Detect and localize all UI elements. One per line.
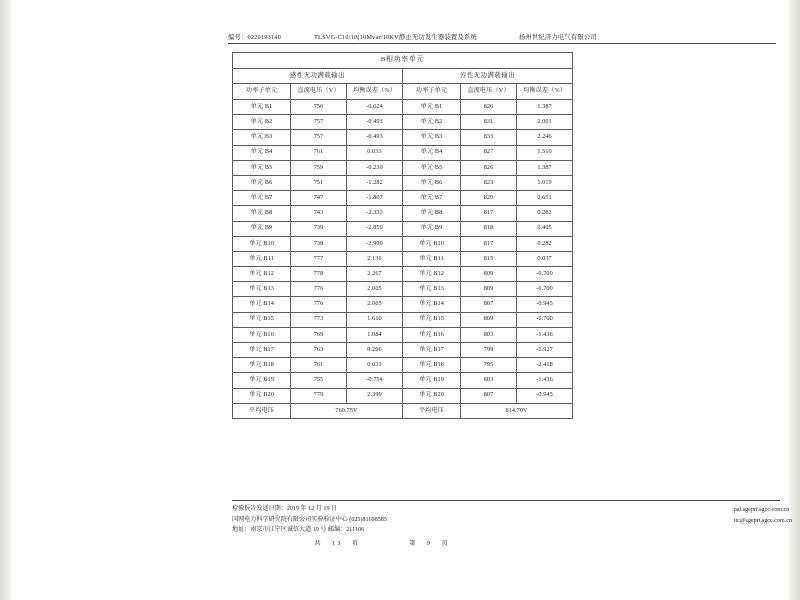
cell-voltage-left: 779 [291,388,347,403]
scan-edge-left [0,0,14,600]
column-header: 功率子单元 [233,84,291,100]
cell-unit-left: 单元 B11 [233,251,291,266]
footer-institute: 国网电力科学研究院有限公司实验验证中心 (025)81698585 [232,516,387,523]
table-title: B相功率单元 [233,53,573,69]
cell-error-left: -0.230 [347,160,403,175]
cell-unit-right: 单元 B1 [403,100,461,115]
footer-left-block [232,504,387,536]
table-row [233,145,573,160]
footer-website[interactable]: pal.sgepri.sgcc.com.cn [733,507,790,513]
cell-unit-right: 单元 B17 [403,343,461,358]
cell-unit-left: 单元 B4 [233,145,291,160]
average-value-left: 760.75V [291,403,403,418]
cell-error-left: 1.084 [347,327,403,342]
cell-error-left: -2.990 [347,236,403,251]
cell-voltage-right: 809 [461,282,517,297]
cell-error-right: -0.700 [517,282,573,297]
cell-error-left: -0.493 [347,115,403,130]
cell-unit-right: 单元 B15 [403,312,461,327]
cell-voltage-right: 826 [461,100,517,115]
cell-voltage-right: 809 [461,312,517,327]
table-row [233,267,573,282]
cell-error-right: -1.927 [517,343,573,358]
page-current-prefix: 第 [409,539,418,547]
cell-error-right: -1.436 [517,373,573,388]
group-header-capacitive: 容性无功满载输出 [403,69,573,84]
cell-unit-left: 单元 B5 [233,160,291,175]
cell-voltage-right: 803 [461,373,517,388]
cell-error-right: 1.387 [517,160,573,175]
cell-error-right: -0.945 [517,297,573,312]
average-value-right: 814.70V [461,403,573,418]
table-row [233,100,573,115]
cell-unit-left: 单元 B10 [233,236,291,251]
cell-unit-left: 单元 B3 [233,130,291,145]
cell-voltage-left: 773 [291,312,347,327]
cell-error-right: 1.510 [517,145,573,160]
cell-error-right: -0.700 [517,267,573,282]
cell-voltage-left: 759 [291,160,347,175]
column-header: 直流电压（V） [291,84,347,100]
cell-unit-right: 单元 B10 [403,236,461,251]
cell-error-right: 0.405 [517,221,573,236]
cell-unit-right: 单元 B4 [403,145,461,160]
cell-error-left: -0.493 [347,130,403,145]
cell-unit-left: 单元 B20 [233,388,291,403]
cell-voltage-left: 777 [291,251,347,266]
table-row [233,388,573,403]
report-table-wrap [232,52,572,419]
group-header-inductive: 感性无功满载输出 [233,69,403,84]
column-header: 直流电压（V） [461,84,517,100]
cell-error-right: 1.387 [517,100,573,115]
cell-voltage-right: 823 [461,175,517,190]
table-row [233,358,573,373]
cell-voltage-right: 809 [461,267,517,282]
cell-voltage-right: 803 [461,327,517,342]
cell-unit-right: 单元 B6 [403,175,461,190]
cell-error-right: 0.282 [517,236,573,251]
cell-voltage-left: 756 [291,100,347,115]
table-row [233,115,573,130]
page-total-suffix: 页 [351,539,360,547]
cell-voltage-right: 807 [461,388,517,403]
table-row [233,175,573,190]
cell-error-right: -1.436 [517,327,573,342]
page-current: 9 [426,539,432,547]
cell-error-right: -2.418 [517,358,573,373]
cell-unit-left: 单元 B15 [233,312,291,327]
table-row [233,236,573,251]
column-header: 均衡误差（%） [347,84,403,100]
cell-unit-right: 单元 B9 [403,221,461,236]
cell-voltage-left: 757 [291,130,347,145]
cell-unit-right: 单元 B7 [403,191,461,206]
footer-send-date: 检验报告发送日期：2019 年 12 月 19 日 [232,506,338,512]
table-row [233,251,573,266]
cell-error-left: -2.333 [347,206,403,221]
cell-error-left: 2.399 [347,388,403,403]
cell-voltage-left: 776 [291,297,347,312]
column-header: 均衡误差（%） [517,84,573,100]
cell-error-right: 0.282 [517,206,573,221]
cell-voltage-left: 738 [291,236,347,251]
cell-error-left: -2.859 [347,221,403,236]
cell-voltage-right: 818 [461,221,517,236]
table-row [233,373,573,388]
cell-error-left: 2.267 [347,267,403,282]
page-number-line [232,539,532,550]
table-row [233,206,573,221]
cell-unit-right: 单元 B14 [403,297,461,312]
document-header [228,32,800,44]
cell-unit-left: 单元 B9 [233,221,291,236]
cell-voltage-left: 776 [291,282,347,297]
cell-voltage-right: 831 [461,115,517,130]
cell-unit-left: 单元 B14 [233,297,291,312]
cell-voltage-right: 820 [461,191,517,206]
table-row [233,221,573,236]
cell-unit-right: 单元 B13 [403,282,461,297]
cell-unit-right: 单元 B11 [403,251,461,266]
average-label-left: 平均电压 [233,403,291,418]
cell-error-right: 2.246 [517,130,573,145]
cell-unit-right: 单元 B20 [403,388,461,403]
cell-unit-left: 单元 B18 [233,358,291,373]
table-row [233,282,573,297]
cell-voltage-right: 817 [461,206,517,221]
cell-voltage-right: 827 [461,145,517,160]
cell-unit-left: 单元 B16 [233,327,291,342]
cell-unit-right: 单元 B18 [403,358,461,373]
cell-error-left: 0.296 [347,343,403,358]
report-id: 编号：0220193140 [228,34,281,41]
cell-unit-right: 单元 B5 [403,160,461,175]
cell-voltage-right: 815 [461,251,517,266]
cell-voltage-right: 826 [461,160,517,175]
cell-voltage-left: 769 [291,327,347,342]
cell-unit-left: 单元 B13 [233,282,291,297]
cell-error-right: 0.651 [517,191,573,206]
cell-error-right: 2.001 [517,115,573,130]
cell-unit-right: 单元 B12 [403,267,461,282]
cell-error-right: 1.019 [517,175,573,190]
cell-error-left: -0.624 [347,100,403,115]
average-row [233,403,573,418]
cell-error-right: 0.037 [517,251,573,266]
cell-error-left: -0.754 [347,373,403,388]
cell-error-left: 2.005 [347,297,403,312]
cell-voltage-left: 751 [291,175,347,190]
cell-unit-left: 单元 B17 [233,343,291,358]
cell-error-right: -0.700 [517,312,573,327]
cell-voltage-right: 795 [461,358,517,373]
cell-voltage-left: 761 [291,145,347,160]
cell-voltage-left: 757 [291,115,347,130]
cell-unit-left: 单元 B12 [233,267,291,282]
cell-unit-right: 单元 B8 [403,206,461,221]
cell-unit-left: 单元 B6 [233,175,291,190]
report-company: 扬州世纪济力电气有限公司 [518,34,597,41]
average-label-right: 平均电压 [403,403,461,418]
footer-right-block [734,504,792,536]
cell-unit-right: 单元 B3 [403,130,461,145]
footer-address: 地址：南京市江宁区诚信大道 19 号 邮编：211106 [232,527,365,534]
cell-unit-left: 单元 B8 [233,206,291,221]
table-row [233,343,573,358]
table-row [233,327,573,342]
column-header: 功率子单元 [403,84,461,100]
cell-voltage-left: 755 [291,373,347,388]
header-divider [228,43,776,44]
cell-voltage-left: 743 [291,206,347,221]
cell-voltage-left: 739 [291,221,347,236]
document-footer [232,500,792,550]
cell-unit-right: 单元 B19 [403,373,461,388]
cell-voltage-right: 799 [461,343,517,358]
cell-error-left: 1.610 [347,312,403,327]
cell-voltage-left: 763 [291,343,347,358]
table-row [233,130,573,145]
table-row [233,191,573,206]
cell-unit-left: 单元 B2 [233,115,291,130]
page-total-prefix: 共 [314,539,323,547]
cell-voltage-right: 807 [461,297,517,312]
page-total: 13 [332,539,343,547]
cell-error-left: 0.033 [347,358,403,373]
cell-voltage-right: 817 [461,236,517,251]
cell-voltage-right: 833 [461,130,517,145]
cell-error-right: -0.945 [517,388,573,403]
cell-error-left: 2.005 [347,282,403,297]
footer-email[interactable]: itc@sgepri.sgcc.com.cn [733,517,792,524]
cell-error-left: -1.807 [347,191,403,206]
cell-unit-right: 单元 B16 [403,327,461,342]
page-current-suffix: 页 [441,539,450,547]
cell-error-left: 2.136 [347,251,403,266]
table-row [233,312,573,327]
cell-unit-left: 单元 B1 [233,100,291,115]
report-title: TLSVG-C10/10(10Mvar/10KV静止无功发生器装置及系统 [314,34,477,41]
cell-error-left: -1.282 [347,175,403,190]
cell-voltage-left: 761 [291,358,347,373]
cell-unit-right: 单元 B2 [403,115,461,130]
cell-voltage-left: 778 [291,267,347,282]
report-table [232,52,573,419]
footer-divider [232,500,780,501]
cell-unit-left: 单元 B19 [233,373,291,388]
cell-voltage-left: 747 [291,191,347,206]
cell-error-left: 0.033 [347,145,403,160]
table-row [233,160,573,175]
table-row [233,297,573,312]
cell-unit-left: 单元 B7 [233,191,291,206]
